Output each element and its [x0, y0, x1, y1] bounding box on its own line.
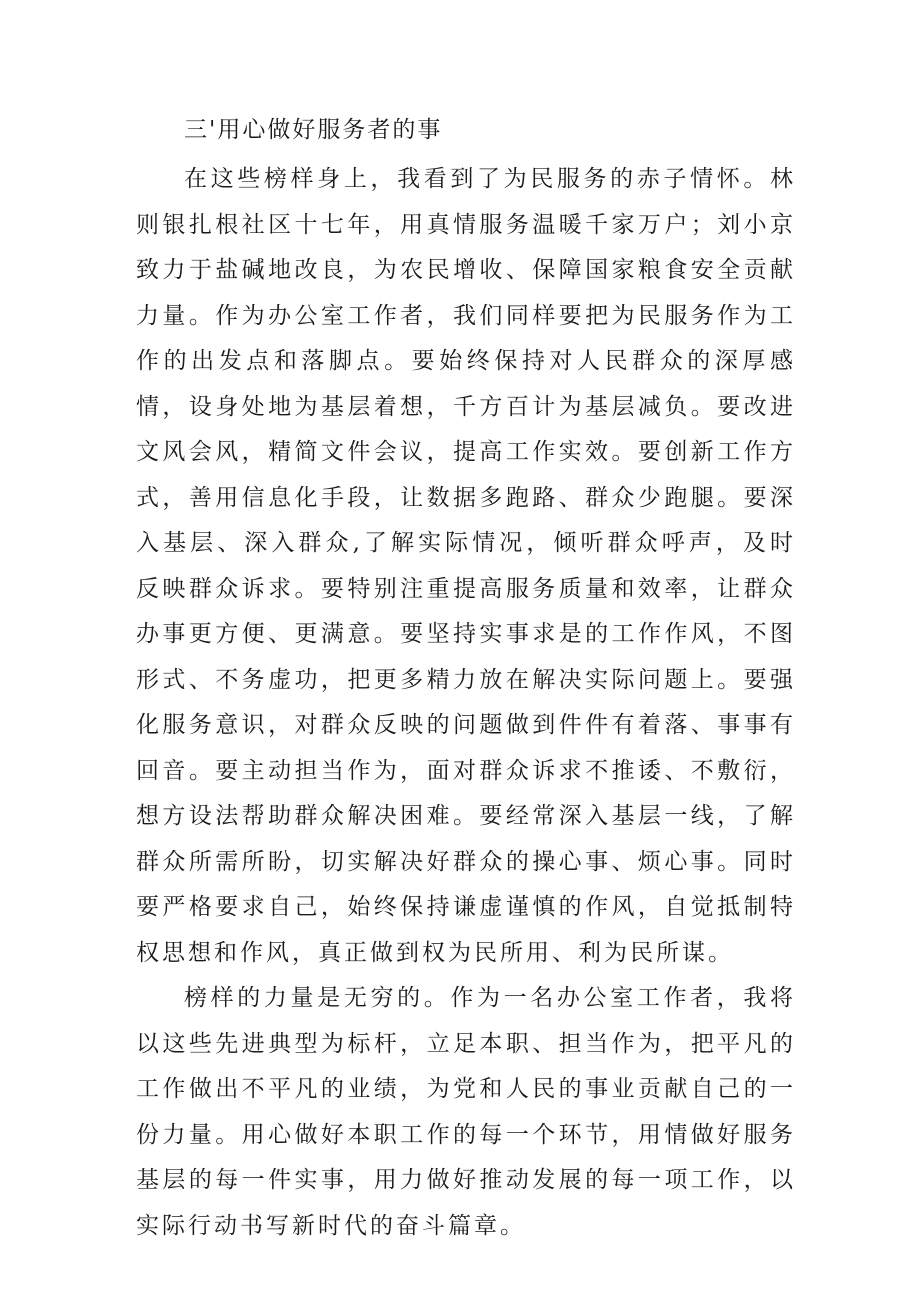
paragraph-role-models: 榜样的力量是无穷的。作为一名办公室工作者，我将以这些先进典型为标杆，立足本职、担当作为，把平凡的工作做出不平凡的业绩，为党和人民的事业贡献自己的一份力量。用心做好本职工作的每一个环节，用情做好服务基层的每一件实事，用力做好推动发展的每一项工作，以实际行动书写新时代的奋斗篇章。 [136, 985, 796, 1239]
paragraph-service: 在这些榜样身上，我看到了为民服务的赤子情怀。林则银扎根社区十七年，用真情服务温暖千家万户；刘小京致力于盐碱地改良，为农民增收、保障国家粮食安全贡献力量。作为办公室工作者，我们同样要把为民服务作为工作的出发点和落脚点。要始终保持对人民群众的深厚感情，设身处地为基层着想，千方百计为基层减负。要改进文风会风，精简文件会议，提高工作实效。要创新工作方式，善用信息化手段，让数据多跑路、群众少跑腿。要深入基层、深入群众,了解实际情况，倾听群众呼声，及时反映群众诉求。要特别注重提高服务质量和效率，让群众办事更方便、更满意。要坚持实事求是的工作作风，不图形式、不务虚功，把更多精力放在解决实际问题上。要强化服务意识，对群众反映的问题做到件件有着落、事事有回音。要主动担当作为，面对群众诉求不推诿、不敷衍，想方设法帮助群众解决困难。要经常深入基层一线，了解群众所需所盼，切实解决好群众的操心事、烦心事。同时要严格要求自己，始终保持谦虚谨慎的作风，自觉抵制特权思想和作风，真正做到权为民所用、利为民所谋。 [136, 166, 796, 966]
document-body [136, 112, 796, 1249]
section-heading: 三'用心做好服务者的事 [184, 117, 443, 143]
